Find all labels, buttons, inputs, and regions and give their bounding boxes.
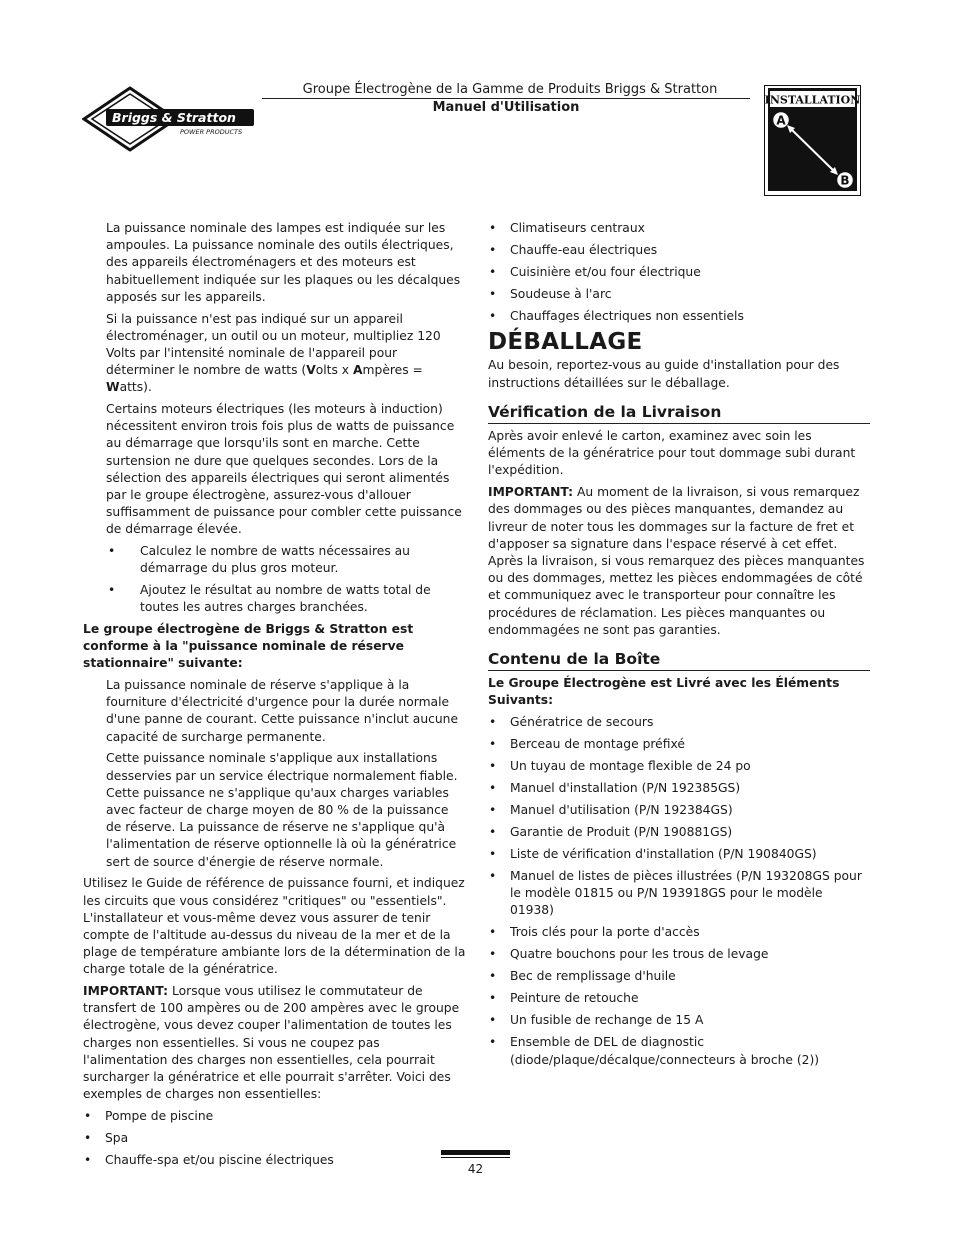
paragraph-induction-motors: Certains moteurs électriques (les moteurs à induction) nécessitent environ trois fois plus de watts de puissance au démarrage que lorsqu'ils sont en marche. Cette surtension ne dure que quelques secondes. Lors de la sélection des appareils électriques qui seront alimentés par le groupe électrogène, assurez-vous d'allouer suffisamment de puissance pour combler cette puissance de démarrage élevée.	[106, 402, 462, 537]
list-item: • Spa	[83, 1130, 466, 1147]
list-item: • Ensemble de DEL de diagnostic (diode/plaque/décalque/connecteurs à broche (2))	[488, 1034, 870, 1068]
paragraph-reference-guide: Utilisez le Guide de référence de puissance fourni, et indiquez les circuits que vous considérez "critiques" ou "essentiels". L'installateur et vous-même devez vous assurer de tenir compte de l'altitude au-dessus du niveau de la mer et de la plage de température ambiante lors de la détermination de la charge totale de la génératrice.	[83, 876, 466, 977]
list-item: • Un fusible de rechange de 15 A	[488, 1012, 870, 1029]
list-item: • Climatiseurs centraux	[488, 220, 870, 237]
paragraph-unpacking: Au besoin, reportez-vous au guide d'installation pour des instructions détaillées sur le déballage.	[488, 358, 840, 390]
paragraph-standby-rating: La puissance nominale de réserve s'applique à la fourniture d'électricité d'urgence pour la durée normale d'une panne de courant. Cette puissance n'inclut aucune capacité de surcharge permanente.	[106, 678, 459, 744]
svg-text:B: B	[840, 173, 850, 188]
list-box-contents	[488, 714, 870, 1069]
list-item: • Bec de remplissage d'huile	[488, 968, 870, 985]
important-label: IMPORTANT:	[83, 984, 169, 999]
svg-text:INSTALLATION: INSTALLATION	[764, 93, 861, 107]
list-item: • Chauffages électriques non essentiels	[488, 308, 870, 325]
briggs-stratton-logo	[82, 84, 260, 158]
section-heading-unpacking: DÉBALLAGE	[488, 329, 643, 356]
list-item: • Manuel de listes de pièces illustrées (P/N 193208GS pour le modèle 01815 ou P/N 193918GS pour le modèle 01938)	[488, 868, 870, 920]
list-item: • Berceau de montage préfixé	[488, 736, 870, 753]
paragraph-wattage-formula	[106, 311, 466, 397]
list-item: • Peinture de retouche	[488, 990, 870, 1007]
paragraph-important-delivery	[488, 484, 870, 639]
list-item: • Quatre bouchons pour les trous de levage	[488, 946, 870, 963]
text-bold: W	[106, 380, 120, 395]
list-item: • Manuel d'utilisation (P/N 192384GS)	[488, 802, 870, 819]
page-number: 42	[467, 1162, 484, 1176]
paragraph-standby-applicability: Cette puissance nominale s'applique aux installations desservies par un service électrique normalement fiable. Cette puissance ne s'applique qu'aux charges variables avec facteur de charge moyen de 80 % de la puissance de réserve. La puissance de réserve ne s'applique qu'à l'alimentation de réserve optionnelle là où la génératrice sert de source d'énergie de réserve normale.	[106, 751, 458, 869]
footer-bar	[441, 1150, 510, 1155]
left-column	[83, 220, 466, 1174]
list-item: • Chauffe-spa et/ou piscine électriques	[83, 1152, 466, 1169]
svg-text:Briggs & Stratton: Briggs & Stratton	[112, 110, 236, 125]
text-span: Lorsque vous utilisez le commutateur de transfert de 100 ampères ou de 200 ampères avec le groupe électrogène, vous devez couper l'alimentation de toutes les charges non essentielles. Si vous ne coupez pas l'alimentation des charges non essentielles, cela pourrait surcharger la génératrice et elle pourrait s'arrêter. Voici des exemples de charges non essentielles:	[83, 984, 460, 1102]
text-bold: A	[353, 363, 363, 378]
paragraph-contents-intro: Le Groupe Électrogène est Livré avec les Éléments Suivants:	[488, 676, 840, 708]
text-span: mpères =	[362, 363, 423, 378]
list-item: • Soudeuse à l'arc	[488, 286, 870, 303]
list-item: • Pompe de piscine	[83, 1108, 466, 1125]
paragraph-conformity-statement: Le groupe électrogène de Briggs & Stratton est conforme à la "puissance nominale de réserve stationnaire" suivante:	[83, 621, 414, 671]
subheading-box-contents: Contenu de la Boîte	[488, 651, 870, 671]
paragraph-delivery-inspect: Après avoir enlevé le carton, examinez avec soin les éléments de la génératrice pour tout dommage subi durant l'expédition.	[488, 429, 856, 478]
header-title: Groupe Électrogène de la Gamme de Produits Briggs & Stratton	[302, 82, 718, 97]
list-nonessential-loads	[83, 1108, 466, 1169]
svg-text:POWER PRODUCTS: POWER PRODUCTS	[180, 128, 243, 136]
svg-text:A: A	[776, 113, 786, 128]
subheading-delivery-check: Vérification de la Livraison	[488, 404, 870, 424]
text-span: atts).	[119, 380, 152, 395]
paragraph-important-transfer	[83, 983, 466, 1103]
header-subtitle: Manuel d'Utilisation	[432, 100, 580, 115]
installation-badge	[764, 85, 861, 196]
header-rule	[262, 98, 750, 99]
list-item: • Liste de vérification d'installation (P/N 190840GS)	[488, 846, 870, 863]
list-item: • Ajoutez le résultat au nombre de watts total de toutes les autres charges branchées.	[106, 582, 466, 616]
text-span: olts x	[315, 363, 353, 378]
footer-rule	[441, 1157, 510, 1158]
list-nonessential-loads-cont	[488, 220, 870, 325]
list-item: • Génératrice de secours	[488, 714, 870, 731]
text-bold: V	[306, 363, 316, 378]
list-item: • Garantie de Produit (P/N 190881GS)	[488, 824, 870, 841]
paragraph-wattage-labels: La puissance nominale des lampes est indiquée sur les ampoules. La puissance nominale des outils électriques, des appareils électroménagers et des moteurs est habituellement indiquée sur les plaques ou les décalques apposés sur les appareils.	[106, 221, 461, 304]
text-span: Si la puissance n'est pas indiqué sur un appareil électroménager, un outil ou un moteur, multipliez 120 Volts par l'intensité nominale de l'appareil pour déterminer le nombre de watts (	[106, 311, 441, 378]
right-column	[488, 220, 870, 1074]
list-item: • Calculez le nombre de watts nécessaires au démarrage du plus gros moteur.	[106, 543, 466, 577]
list-item: • Manuel d'installation (P/N 192385GS)	[488, 780, 870, 797]
list-item: • Chauffe-eau électriques	[488, 242, 870, 259]
list-item: • Un tuyau de montage flexible de 24 po	[488, 758, 870, 775]
list-item: • Trois clés pour la porte d'accès	[488, 924, 870, 941]
important-label: IMPORTANT:	[488, 485, 574, 500]
list-motor-steps	[83, 543, 466, 616]
list-item: • Cuisinière et/ou four électrique	[488, 264, 870, 281]
text-span: Au moment de la livraison, si vous remarquez des dommages ou des pièces manquantes, demandez au livreur de noter tous les dommages sur la facture de fret et d'apposer sa signature dans l'espace réservé à cet effet. Après la livraison, si vous remarquez des pièces manquantes ou des dommages, mettez les pièces endommagées de côté et communiquez avec le transporteur pour connaître les procédures de réclamation. Les pièces manquantes ou endommagées ne sont pas garanties.	[488, 485, 865, 637]
